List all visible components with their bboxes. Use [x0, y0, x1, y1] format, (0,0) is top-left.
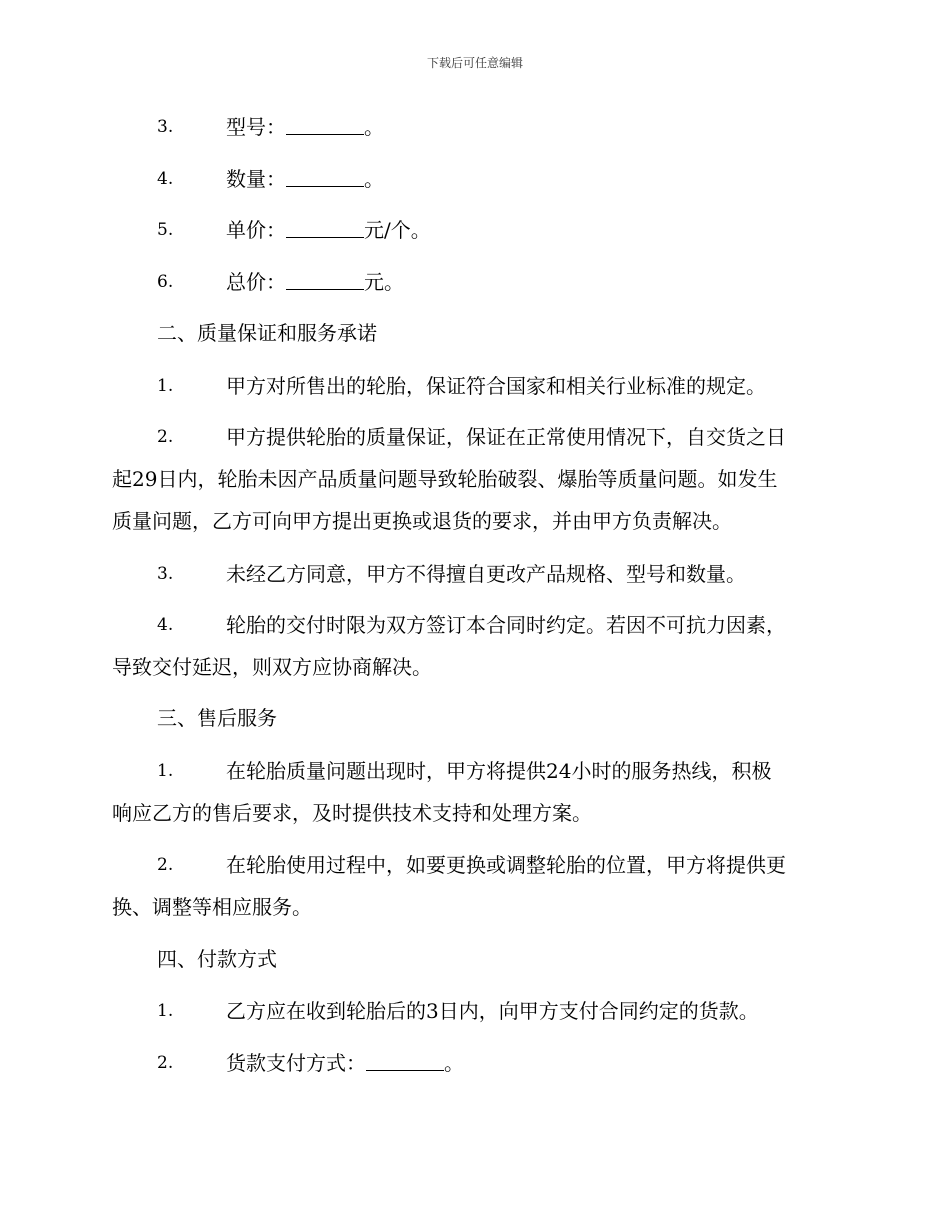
paragraph-line: 响应乙方的售后要求，及时提供技术支持和处理方案。 [112, 801, 592, 825]
section-heading: 四、付款方式 [157, 947, 277, 971]
field-label: 单价： [226, 218, 286, 242]
item-number: 5. [157, 220, 174, 240]
item-number: 1. [157, 376, 174, 396]
section-heading: 二、质量保证和服务承诺 [157, 321, 377, 345]
field-suffix: 元。 [364, 270, 404, 294]
spec-total-price [226, 272, 404, 292]
paragraph-line: 未经乙方同意，甲方不得擅自更改产品规格、型号和数量。 [226, 562, 746, 586]
spec-quantity [226, 169, 384, 189]
field-suffix: 。 [364, 115, 384, 139]
item-number: 4. [157, 615, 174, 635]
spec-unit-price [226, 220, 431, 240]
paragraph-line: 在轮胎质量问题出现时，甲方将提供24小时的服务热线，积极 [226, 759, 772, 783]
payment-method [226, 1053, 464, 1073]
fill-blank [286, 118, 364, 135]
paragraph-line: 甲方提供轮胎的质量保证，保证在正常使用情况下，自交货之日 [226, 425, 786, 449]
paragraph-line: 在轮胎使用过程中，如要更换或调整轮胎的位置，甲方将提供更 [226, 853, 786, 877]
paragraph-line: 起29日内，轮胎未因产品质量问题导致轮胎破裂、爆胎等质量问题。如发生 [112, 467, 778, 491]
field-suffix: 元/个。 [364, 218, 431, 242]
page-header: 下载后可任意编辑 [426, 56, 523, 70]
paragraph-line: 乙方应在收到轮胎后的3日内，向甲方支付合同约定的货款。 [226, 999, 759, 1023]
item-number: 2. [157, 427, 174, 447]
item-number: 3. [157, 564, 174, 584]
paragraph-line: 甲方对所售出的轮胎，保证符合国家和相关行业标准的规定。 [226, 374, 766, 398]
paragraph-line: 轮胎的交付时限为双方签订本合同时约定。若因不可抗力因素， [226, 613, 786, 637]
item-number: 2. [157, 1053, 174, 1073]
fill-blank [286, 170, 364, 187]
item-number: 2. [157, 855, 174, 875]
fill-blank [366, 1054, 444, 1071]
item-number: 1. [157, 761, 174, 781]
section-heading: 三、售后服务 [157, 706, 277, 730]
fill-blank [286, 273, 364, 290]
item-number: 4. [157, 169, 174, 189]
field-suffix: 。 [444, 1051, 464, 1075]
item-number: 6. [157, 272, 174, 292]
field-label: 总价： [226, 270, 286, 294]
fill-blank [286, 221, 364, 238]
item-number: 3. [157, 117, 174, 137]
field-label: 数量： [226, 167, 286, 191]
paragraph-line: 导致交付延迟，则双方应协商解决。 [112, 655, 432, 679]
paragraph-line: 质量问题，乙方可向甲方提出更换或退货的要求，并由甲方负责解决。 [112, 509, 732, 533]
spec-model [226, 117, 384, 137]
item-number: 1. [157, 1001, 174, 1021]
paragraph-line: 换、调整等相应服务。 [112, 895, 312, 919]
field-label: 型号： [226, 115, 286, 139]
field-suffix: 。 [364, 167, 384, 191]
field-label: 货款支付方式： [226, 1051, 366, 1075]
